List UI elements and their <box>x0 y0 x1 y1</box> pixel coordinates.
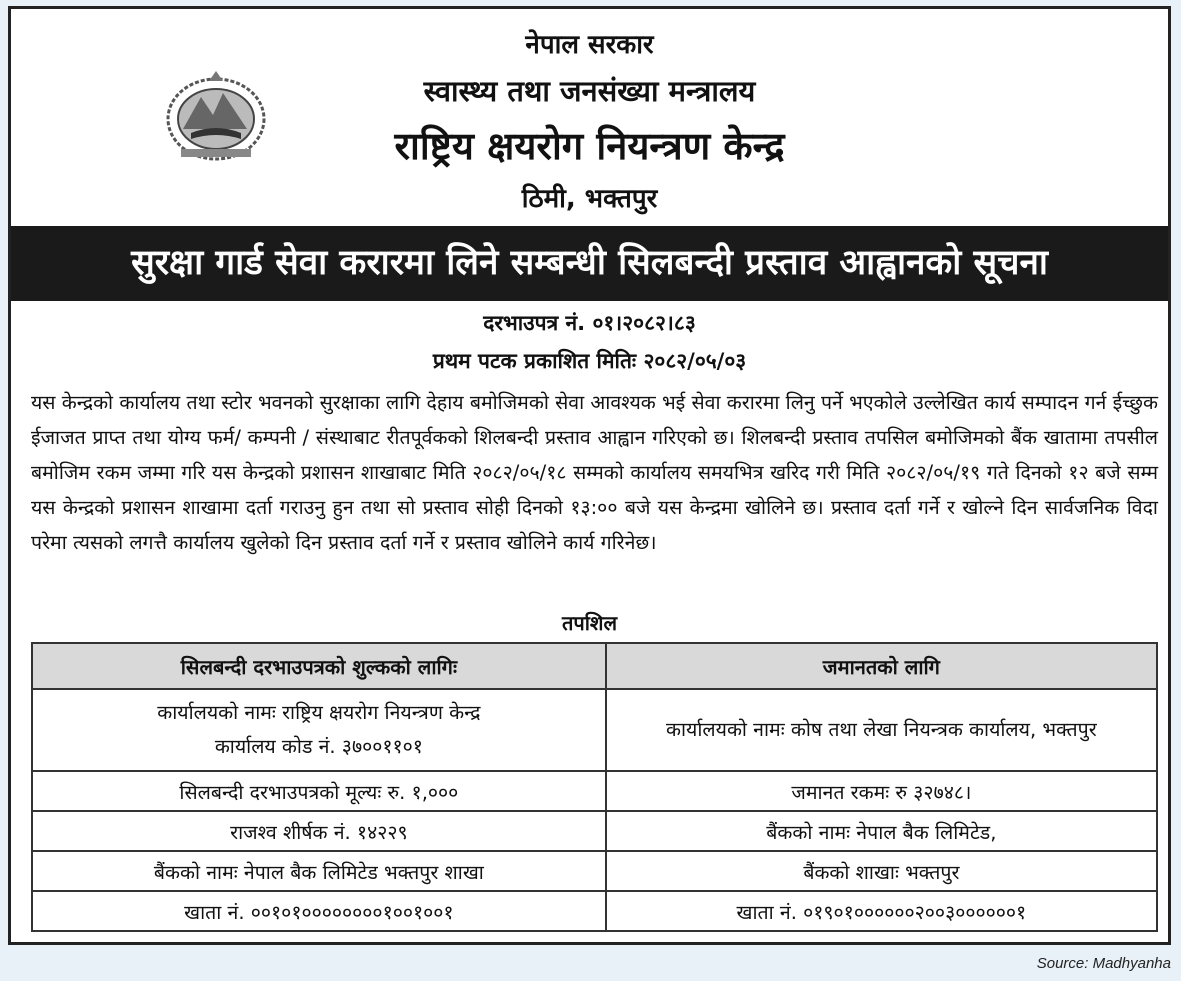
table-cell: खाता नं. ००१०१००००००००१००१००१ <box>32 891 606 931</box>
details-heading: तपशिल <box>561 611 618 635</box>
source-credit: Source: Madhyanha <box>1036 955 1171 972</box>
table-cell: खाता नं. ०१९०१००००००२००३००००००१ <box>606 891 1157 931</box>
table-row <box>32 689 1157 771</box>
table-cell: सिलबन्दी दरभाउपत्रको मूल्यः रु. १,००० <box>32 771 606 811</box>
notice-body: यस केन्द्रको कार्यालय तथा स्टोर भवनको सुरक्षाका लागि देहाय बमोजिमको सेवा आवश्यक भई सेवा करारमा लिनु पर्ने भएकोले उल्लेखित कार्य सम्पादन गर्न ईच्छुक ईजाजत प्राप्त तथा योग्य फर्म/ कम्पनी / संस्थाबाट रीतपूर्वकको शिलबन्दी प्रस्ताव आह्वान गरिएको छ। शिलबन्दी प्रस्ताव तपसिल बमोजिमको बैंक खातामा तपसील बमोजिम रकम जम्मा गरि यस केन्द्रको प्रशासन शाखाबाट मिति २०८२/०५/१८ सम्मको कार्यालय समयभित्र खरिद गरी मिति २०८२/०५/१९ गते दिनको १२ बजे सम्म यस केन्द्रको प्रशासन शाखामा दर्ता गराउनु हुन तथा सो प्रस्ताव सोही दिनको १३:०० बजे यस केन्द्रमा खोलिने छ। प्रस्ताव दर्ता गर्ने र खोल्ने दिन सार्वजनिक विदा परेमा त्यसको लगत्तै कार्यालय खुलेको दिन प्रस्ताव दर्ता गर्ने र प्रस्ताव खोलिने कार्य गरिनेछ। <box>31 391 1158 554</box>
bid-number: दरभाउपत्र नं. ०१।२०८२।८३ <box>483 311 696 335</box>
table-cell: राजश्व शीर्षक नं. १४२२९ <box>32 811 606 851</box>
table-cell: बैंकको नामः नेपाल बैक लिमिटेड भक्तपुर शाखा <box>32 851 606 891</box>
office-name-line: कार्यालयको नामः राष्ट्रिय क्षयरोग नियन्त्रण केन्द्र <box>157 701 481 724</box>
center-name: राष्ट्रिय क्षयरोग नियन्त्रण केन्द्र <box>394 124 785 168</box>
ministry-name: स्वास्थ्य तथा जनसंख्या मन्त्रालय <box>423 74 756 108</box>
table-cell: कार्यालयको नामः कोष तथा लेखा नियन्त्रक कार्यालय, भक्तपुर <box>606 689 1157 771</box>
table-header-row <box>32 643 1157 689</box>
notice-sheet <box>8 6 1171 945</box>
table-cell <box>32 689 606 771</box>
table-row <box>32 891 1157 931</box>
government-name: नेपाल सरकार <box>525 30 654 60</box>
table-row <box>32 771 1157 811</box>
table-cell: बैंकको शाखाः भक्तपुर <box>606 851 1157 891</box>
table-cell: जमानत रकमः रु ३२७४८। <box>606 771 1157 811</box>
column-header: सिलबन्दी दरभाउपत्रको शुल्कको लागिः <box>32 643 606 689</box>
column-header: जमानतको लागि <box>606 643 1157 689</box>
payment-details-table <box>31 642 1158 932</box>
publish-date: प्रथम पटक प्रकाशित मितिः २०८२/०५/०३ <box>432 349 747 373</box>
center-location: ठिमी, भक्तपुर <box>521 184 658 214</box>
table-row <box>32 851 1157 891</box>
office-code-line: कार्यालय कोड नं. ३७००११०१ <box>214 735 423 758</box>
table-cell: बैंकको नामः नेपाल बैक लिमिटेड, <box>606 811 1157 851</box>
notice-title: सुरक्षा गार्ड सेवा करारमा लिने सम्बन्धी सिलबन्दी प्रस्ताव आह्वानको सूचना <box>11 226 1168 301</box>
table-row <box>32 811 1157 851</box>
